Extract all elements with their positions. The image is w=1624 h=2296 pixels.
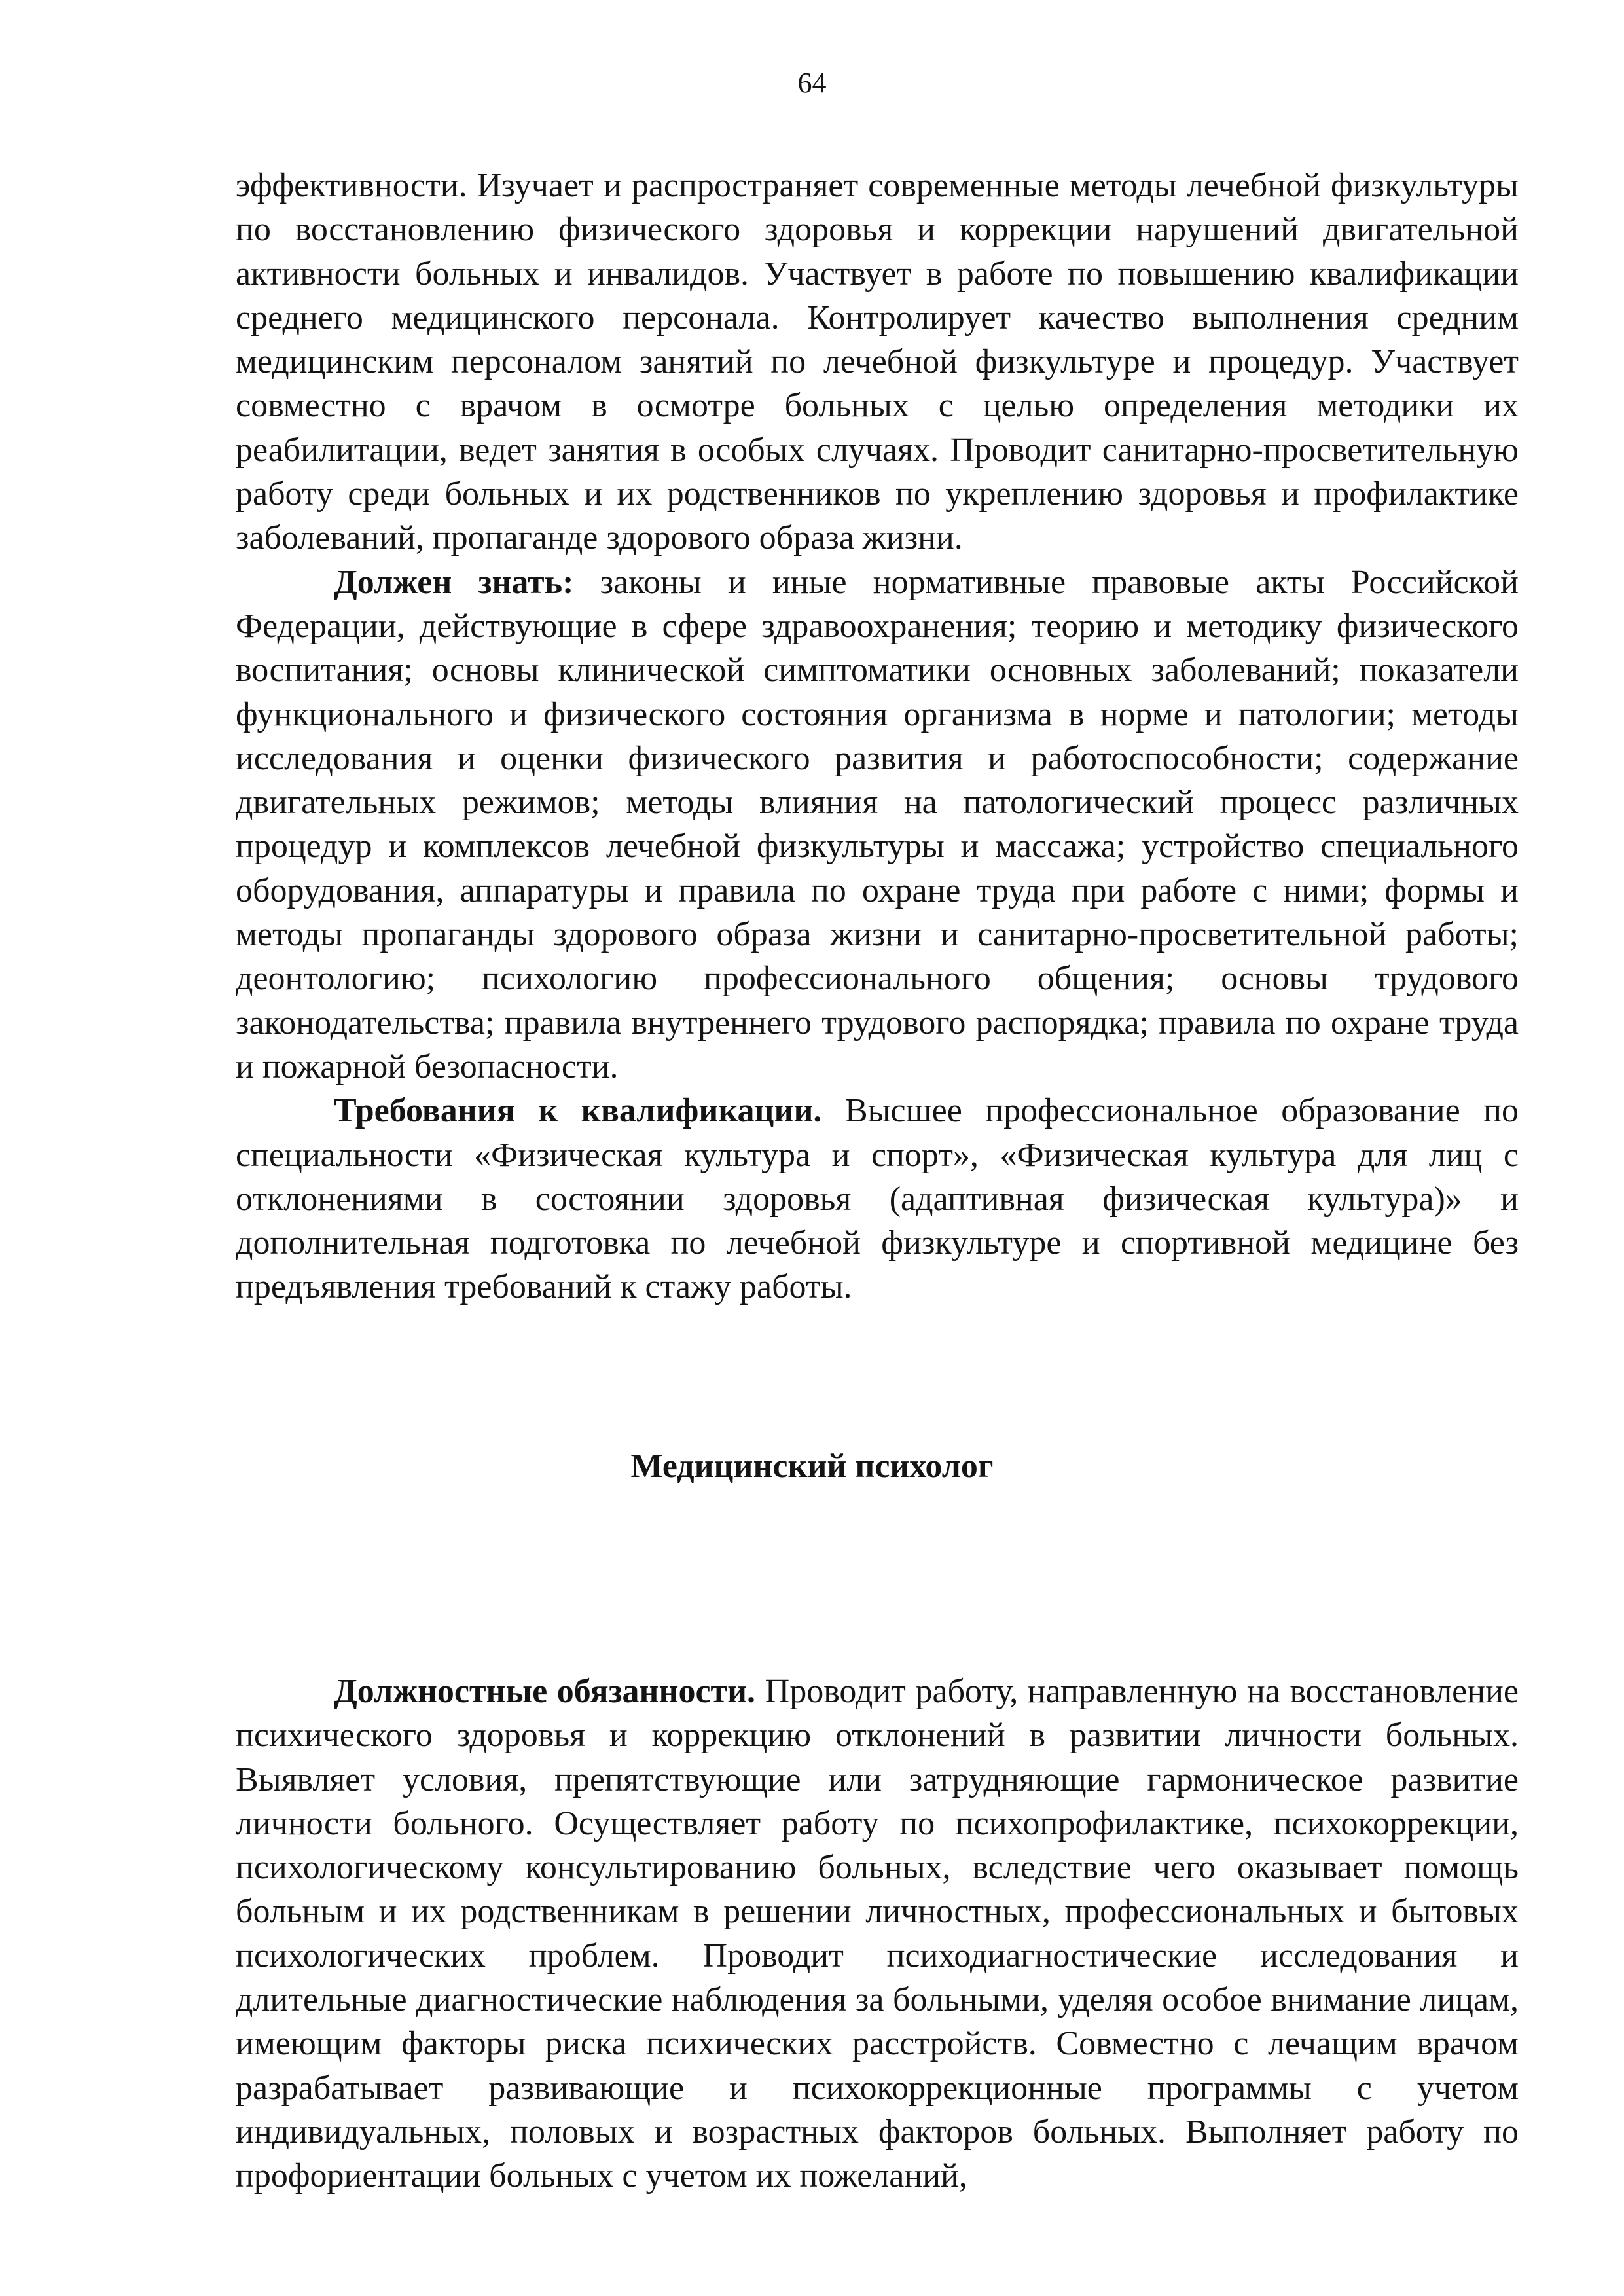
lower-text-block [236, 1669, 1519, 2198]
upper-text-block [236, 164, 1519, 1309]
must-know-label: Должен знать: [334, 563, 574, 601]
qualification-paragraph [236, 1089, 1519, 1309]
must-know-text: законы и иные нормативные правовые акты Российской Федерации, действующие в сфере здравоохранения; теорию и методику физического воспитания; основы клинической симптоматики основных заболеваний; показатели функционального и физического состояния организма в норме и патологии; методы исследования и оценки физического развития и работоспособности; содержание двигательных режимов; методы влияния на патологический процесс различных процедур и комплексов лечебной физкультуры и массажа; устройство специального оборудования, аппаратуры и правила по охране труда при работе с ними; формы и методы пропаганды здорового образа жизни и санитарно-просветительной работы; деонтологию; психологию профессионального общения; основы трудового законодательства; правила внутреннего трудового распорядка; правила по охране труда и пожарной безопасности. [236, 563, 1519, 1085]
continuation-paragraph: эффективности. Изучает и распространяет современные методы лечебной физкультуры по восстановлению физического здоровья и коррекции нарушений двигательной активности больных и инвалидов. Участвует в работе по повышению квалификации среднего медицинского персонала. Контролирует качество выполнения средним медицинским персоналом занятий по лечебной физкультуре и процедур. Участвует совместно с врачом в осмотре больных с целью определения методики их реабилитации, ведет занятия в особых случаях. Проводит санитарно-просветительную работу среди больных и их родственников по укреплению здоровья и профилактике заболеваний, пропаганде здорового образа жизни. [236, 167, 1519, 557]
section-title: Медицинский психолог [630, 1448, 994, 1485]
duties-text: Проводит работу, направленную на восстановление психического здоровья и коррекцию отклонений в развитии личности больных. Выявляет условия, препятствующие или затрудняющие гармоническое развитие личности больного. Осуществляет работу по психопрофилактике, психокоррекции, психологическому консультированию больных, вследствие чего оказывает помощь больным и их родственникам в решении личностных, профессиональных и бытовых психологических проблем. Проводит психодиагностические исследования и длительные диагностические наблюдения за больными, уделяя особое внимание лицам, имеющим факторы риска психических расстройств. Совместно с лечащим врачом разрабатывает развивающие и психокоррекционные программы с учетом индивидуальных, половых и возрастных факторов больных. Выполняет работу по профориентации больных с учетом их пожеланий, [236, 1673, 1519, 2195]
page-number: 64 [797, 67, 827, 99]
duties-paragraph [236, 1669, 1519, 2198]
qualification-label: Требования к квалификации. [334, 1092, 822, 1130]
must-know-paragraph [236, 560, 1519, 1089]
duties-label: Должностные обязанности. [334, 1673, 756, 1710]
qualification-text: Высшее профессиональное образование по специальности «Физическая культура и спорт», «Физическая культура для лиц с отклонениями в состоянии здоровья (адаптивная физическая культура)» и дополнительная подготовка по лечебной физкультуре и спортивной медицине без предъявления требований к стажу работы. [236, 1092, 1519, 1306]
